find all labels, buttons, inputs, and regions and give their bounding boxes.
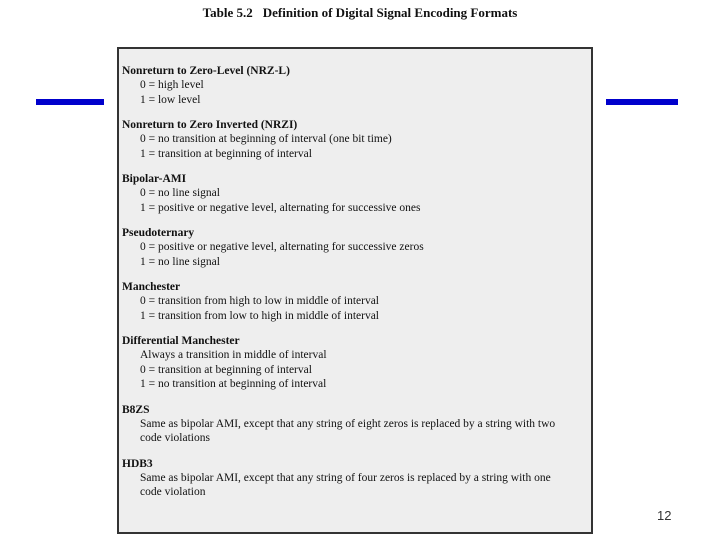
section-line: code violation <box>140 486 206 498</box>
page-number: 12 <box>657 508 672 523</box>
section-line: 1 = positive or negative level, alternating for successive ones <box>140 201 421 214</box>
section-line: 0 = transition at beginning of interval <box>140 363 312 376</box>
section-hdb3 <box>122 458 590 500</box>
right-accent-bar <box>606 99 678 105</box>
section-nrzi <box>122 119 590 161</box>
section-title: Pseudoternary <box>122 227 195 239</box>
section-line: 1 = no transition at beginning of interval <box>140 378 327 390</box>
section-line: 0 = no transition at beginning of interval (one bit time) <box>140 133 392 145</box>
section-line: 1 = transition from low to high in middle of interval <box>140 309 380 322</box>
section-bipolar-ami <box>122 173 590 215</box>
section-differential-manchester <box>122 335 590 392</box>
section-title: Bipolar-AMI <box>122 173 187 185</box>
table-title-text: Definition of Digital Signal Encoding Formats <box>262 5 518 20</box>
section-title: Manchester <box>122 281 181 293</box>
section-title: B8ZS <box>122 403 150 416</box>
section-line: code violations <box>140 432 210 444</box>
section-title: Nonreturn to Zero-Level (NRZ-L) <box>122 65 290 77</box>
encoding-table-box <box>117 47 593 534</box>
section-pseudoternary <box>122 227 590 269</box>
section-title: HDB3 <box>122 457 153 470</box>
encoding-table-content <box>122 65 590 512</box>
section-line: 0 = positive or negative level, alternating for successive zeros <box>140 241 424 253</box>
section-line: Always a transition in middle of interval <box>140 349 327 361</box>
section-manchester <box>122 281 590 323</box>
section-line: 0 = high level <box>140 79 204 91</box>
table-number: Table 5.2 <box>202 5 253 20</box>
section-title: Differential Manchester <box>122 335 240 347</box>
section-b8zs <box>122 404 590 446</box>
section-line: 0 = transition from high to low in middle of interval <box>140 295 380 307</box>
section-line: 0 = no line signal <box>140 187 220 199</box>
section-line: Same as bipolar AMI, except that any string of four zeros is replaced by a string with one <box>140 471 551 484</box>
section-line: 1 = no line signal <box>140 255 220 268</box>
section-line: 1 = transition at beginning of interval <box>140 147 312 160</box>
left-accent-bar <box>36 99 104 105</box>
section-title: Nonreturn to Zero Inverted (NRZI) <box>122 119 298 131</box>
section-line: Same as bipolar AMI, except that any string of eight zeros is replaced by a string with two <box>140 417 556 430</box>
section-line: 1 = low level <box>140 93 201 106</box>
table-title <box>0 5 720 21</box>
section-nrz-l <box>122 65 590 107</box>
